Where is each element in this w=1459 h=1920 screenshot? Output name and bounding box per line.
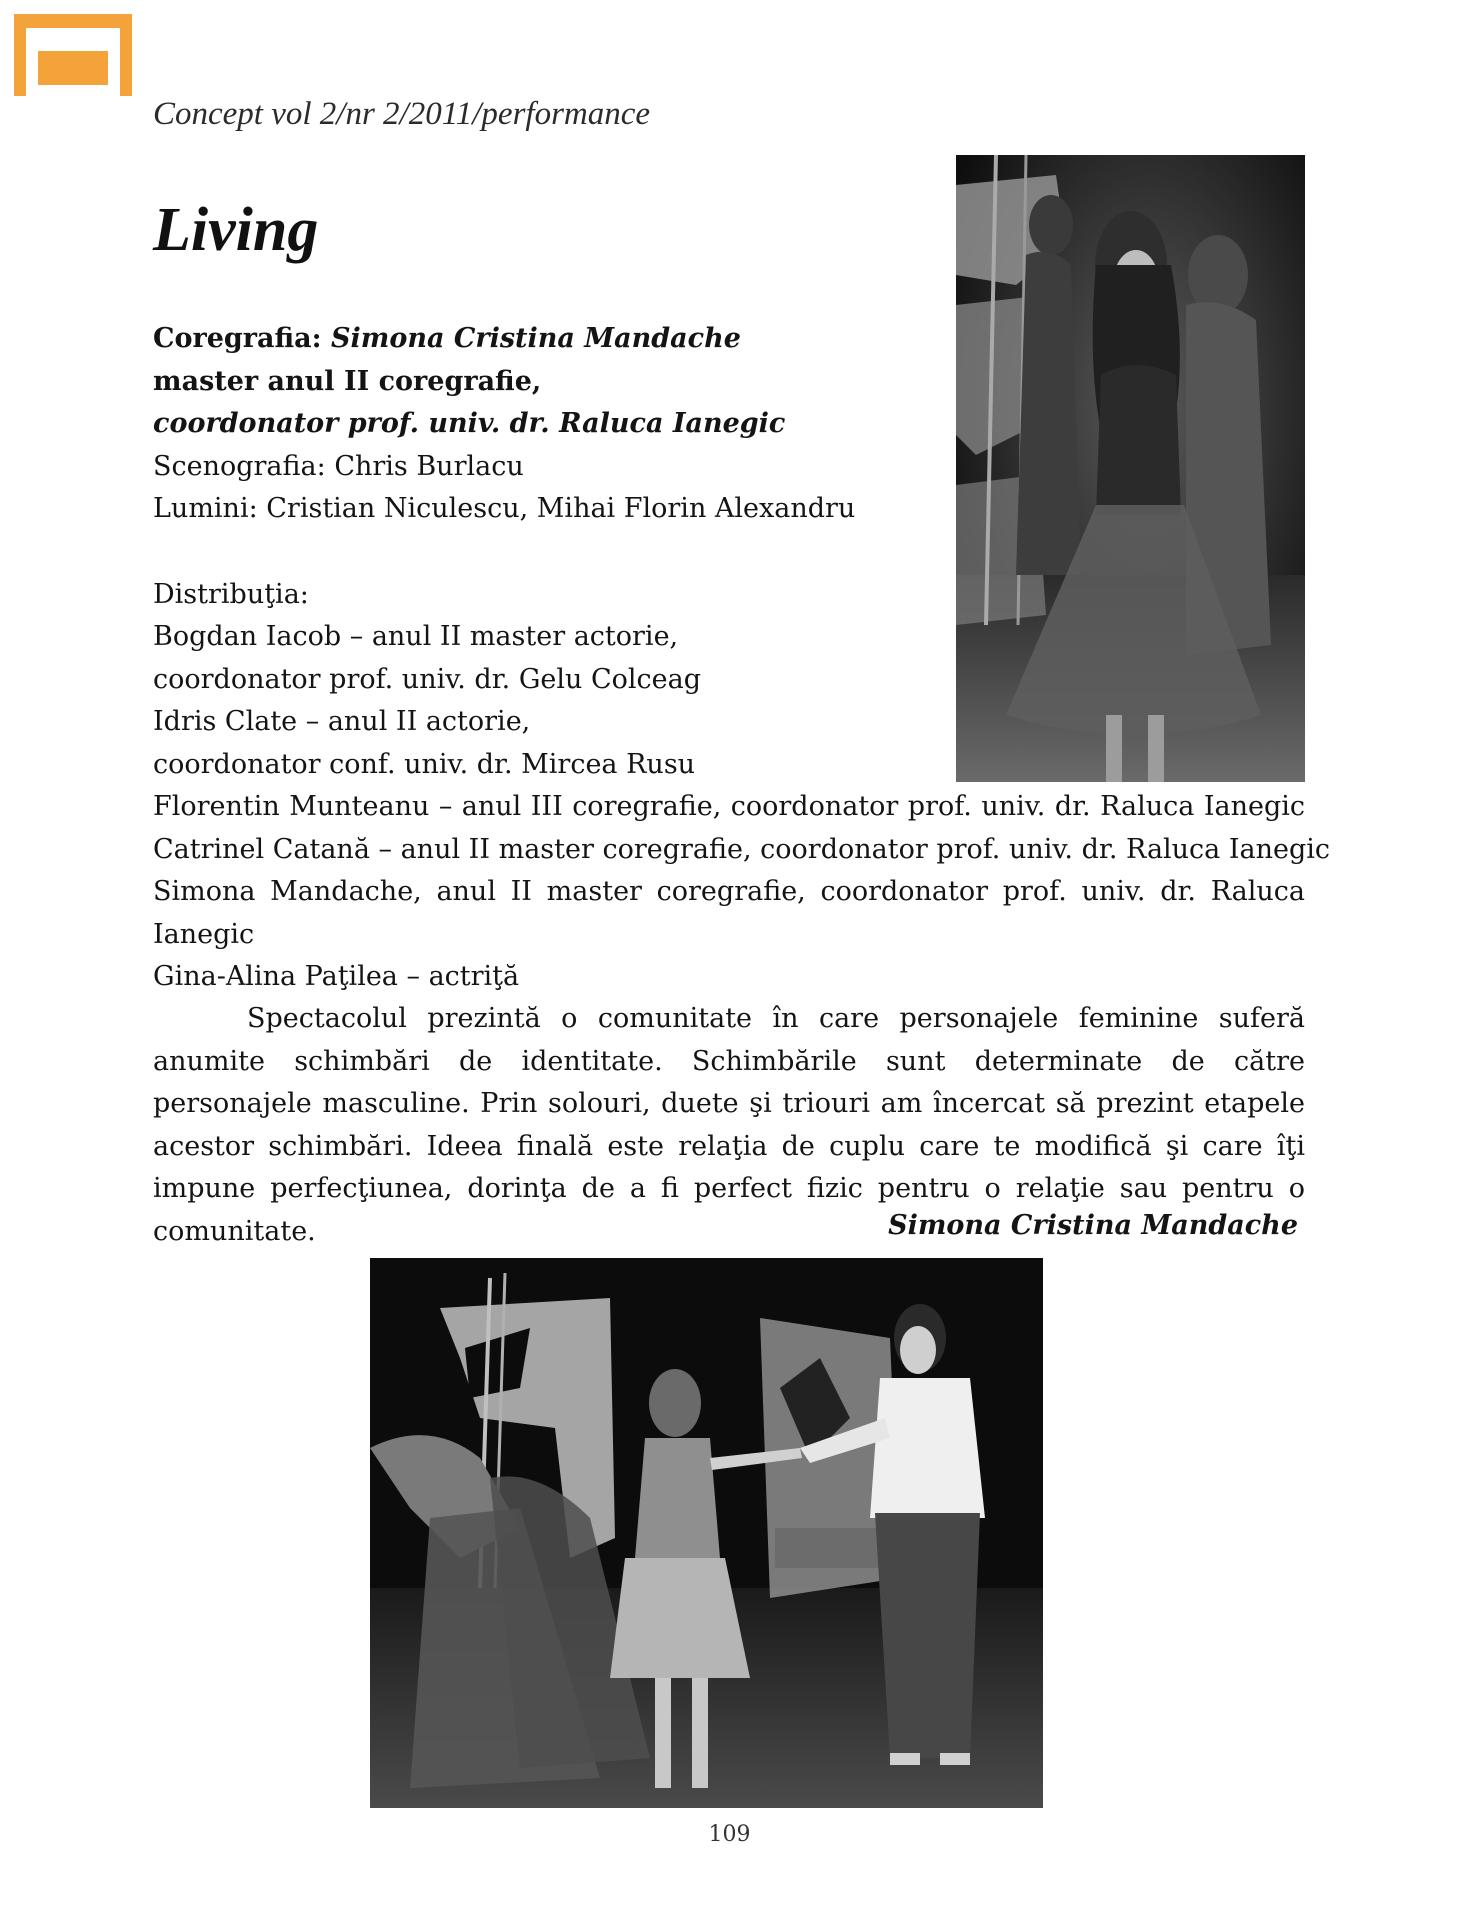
- journal-header: Concept vol 2/nr 2/2011/performance: [153, 96, 651, 132]
- choreography-role: master anul II coregrafie,: [153, 365, 542, 397]
- author-signature: Simona Cristina Mandache: [888, 1210, 1298, 1241]
- cast-line: Idris Clate – anul II actorie,: [153, 706, 531, 738]
- cast-line: Florentin Munteanu – anul III coregrafie, coordonator prof. univ. dr. Raluca Ianegic: [153, 791, 1305, 822]
- choreographer-name: Simona Cristina Mandache: [331, 323, 741, 354]
- lights-line: Lumini: Cristian Niculescu, Mihai Florin Alexandru: [153, 493, 856, 525]
- cast-line: coordonator conf. univ. dr. Mircea Rusu: [153, 748, 696, 780]
- credits-block: [153, 318, 855, 787]
- choreography-line: [153, 318, 855, 361]
- page-title: Living: [153, 196, 319, 264]
- cast-line: Catrinel Catană – anul II master coregrafie, coordonator prof. univ. dr. Raluca Ianegic: [153, 833, 1331, 865]
- page-number: 109: [708, 1822, 751, 1847]
- scenography-line: Scenografia: Chris Burlacu: [153, 450, 524, 482]
- cast-line: Gina-Alina Paţilea – actriţă: [153, 961, 520, 993]
- performance-photo-dancers: [956, 155, 1305, 782]
- cast-line: Bogdan Iacob – anul II master actorie,: [153, 621, 679, 653]
- performance-photo-duet: [370, 1258, 1043, 1808]
- description-text: Spectacolul prezintă o comunitate în care personajele feminine suferă anumite schimbări de identitate. Schimbările sunt determinate de către personajele masculine. Prin solouri, duete şi triouri am încercat să prezint etapele acestor schimbări. Ideea finală este relaţia de cuplu care te modifică şi care îţi impune perfecţiunea, dorinţa de a fi perfect fizic pentru o relaţie sau pentru o comunitate.: [153, 1003, 1305, 1247]
- cast-line: Simona Mandache, anul II master coregrafie, coordonator prof. univ. dr. Raluca Ianegic: [153, 876, 1305, 950]
- cast-list-full-width: [153, 786, 1331, 999]
- choreography-label: Coregrafia:: [153, 323, 331, 354]
- cast-line: coordonator prof. univ. dr. Gelu Colceag: [153, 663, 702, 695]
- cast-label: Distribuţia:: [153, 578, 309, 610]
- choreography-coordinator: coordonator prof. univ. dr. Raluca Ianegic: [153, 408, 786, 440]
- journal-logo: [14, 14, 132, 96]
